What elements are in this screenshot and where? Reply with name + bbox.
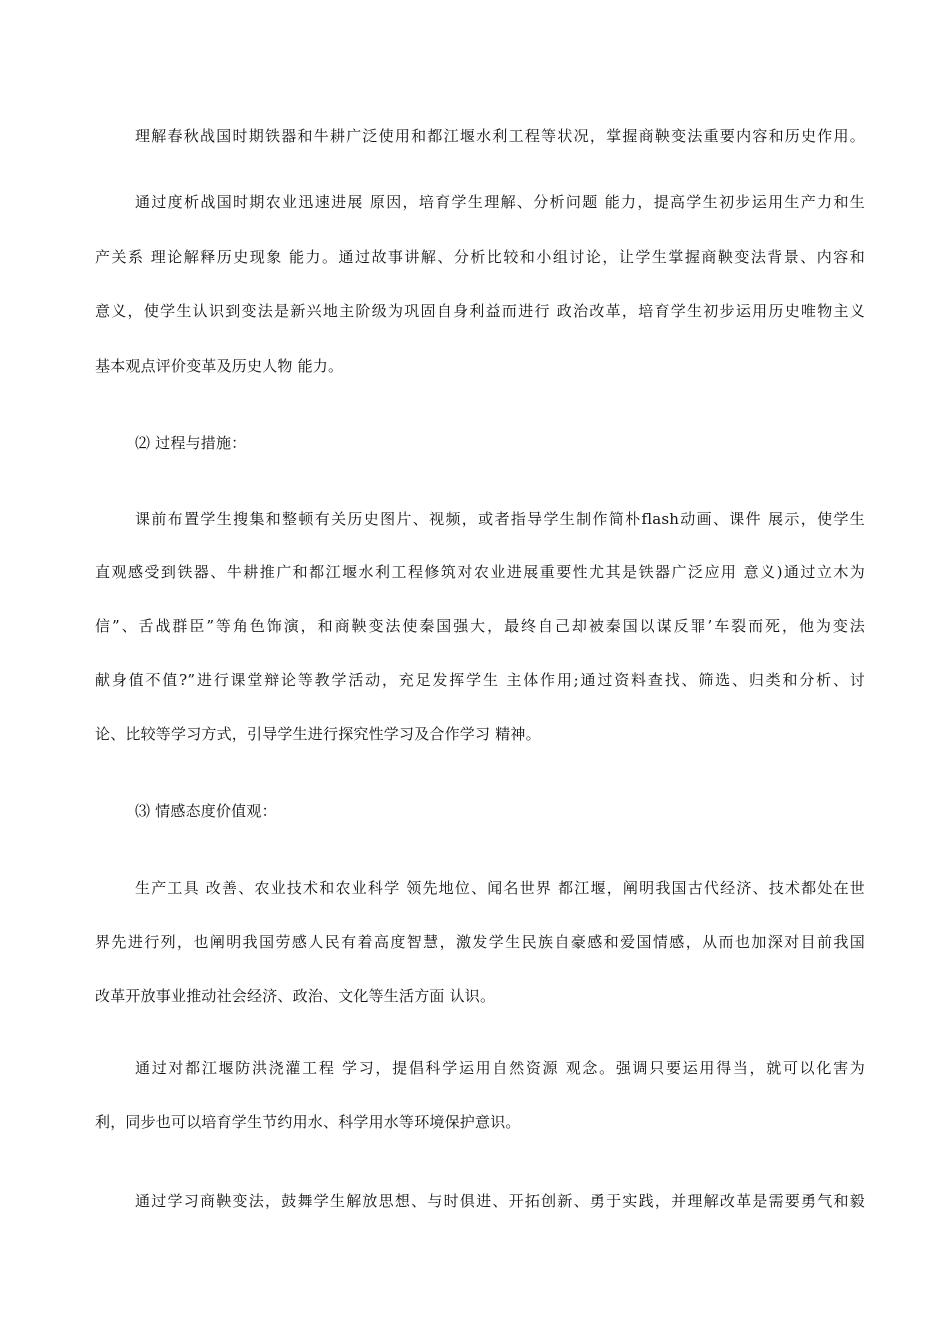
text-line-10: 献身值不值?”进行课堂辩论等教学活动，充足发挥学生 主体作用;通过资料查找、筛选、归类和分析、讨 [95, 671, 865, 689]
text-line-3: 产关系 理论解释历史现象 能力。通过故事讲解、分析比较和小组讨论，让学生掌握商鞅变法背景、内容和 [95, 248, 865, 266]
text-line-15: 改革开放事业推动社会经济、政治、文化等生活方面 认识。 [95, 987, 496, 1005]
text-line-7: 课前布置学生搜集和整顿有关历史图片、视频，或者指导学生制作简朴flash动画、课件 展示，使学生 [135, 510, 865, 528]
text-line-13: 生产工具 改善、农业技术和农业科学 领先地位、闻名世界 都江堰，阐明我国古代经济、技术都处在世 [135, 879, 865, 897]
text-line-17: 利，同步也可以培育学生节约用水、科学用水等环境保护意识。 [95, 1113, 521, 1131]
text-line-1: 理解春秋战国时期铁器和牛耕广泛使用和都江堰水利工程等状况，掌握商鞅变法重要内容和历史作用。 [135, 127, 865, 145]
text-line-2: 通过度析战国时期农业迅速进展 原因，培育学生理解、分析问题 能力，提高学生初步运用生产力和生 [135, 193, 865, 211]
text-line-4: 意义，使学生认识到变法是新兴地主阶级为巩固自身利益而进行 政治改革，培育学生初步运用历史唯物主义 [95, 302, 865, 320]
section-heading-values: ⑶ 情感态度价值观： [135, 802, 277, 820]
text-line-18: 通过学习商鞅变法，鼓舞学生解放思想、与时俱进、开拓创新、勇于实践，并理解改革是需要勇气和毅 [135, 1192, 865, 1210]
text-line-8: 直观感受到铁器、牛耕推广和都江堰水利工程修筑对农业进展重要性尤其是铁器广泛应用 意义)通过立木为 [95, 563, 865, 581]
text-line-11: 论、比较等学习方式，引导学生进行探究性学习及合作学习 精神。 [95, 725, 541, 743]
text-line-16: 通过对都江堰防洪浇灌工程 学习，提倡科学运用自然资源 观念。强调只要运用得当，就可以化害为 [135, 1059, 865, 1077]
text-line-9: 信”、舌战群臣”等角色饰演，和商鞅变法使秦国强大，最终自己却被秦国以谋反罪’车裂而死，他为变法 [95, 617, 865, 635]
section-heading-process: ⑵ 过程与措施： [135, 434, 247, 452]
text-line-5: 基本观点评价变革及历史人物 能力。 [95, 357, 344, 375]
text-line-14: 界先进行列，也阐明我国劳感人民有着高度智慧，激发学生民族自豪感和爱国情感，从而也加深对目前我国 [95, 933, 865, 951]
